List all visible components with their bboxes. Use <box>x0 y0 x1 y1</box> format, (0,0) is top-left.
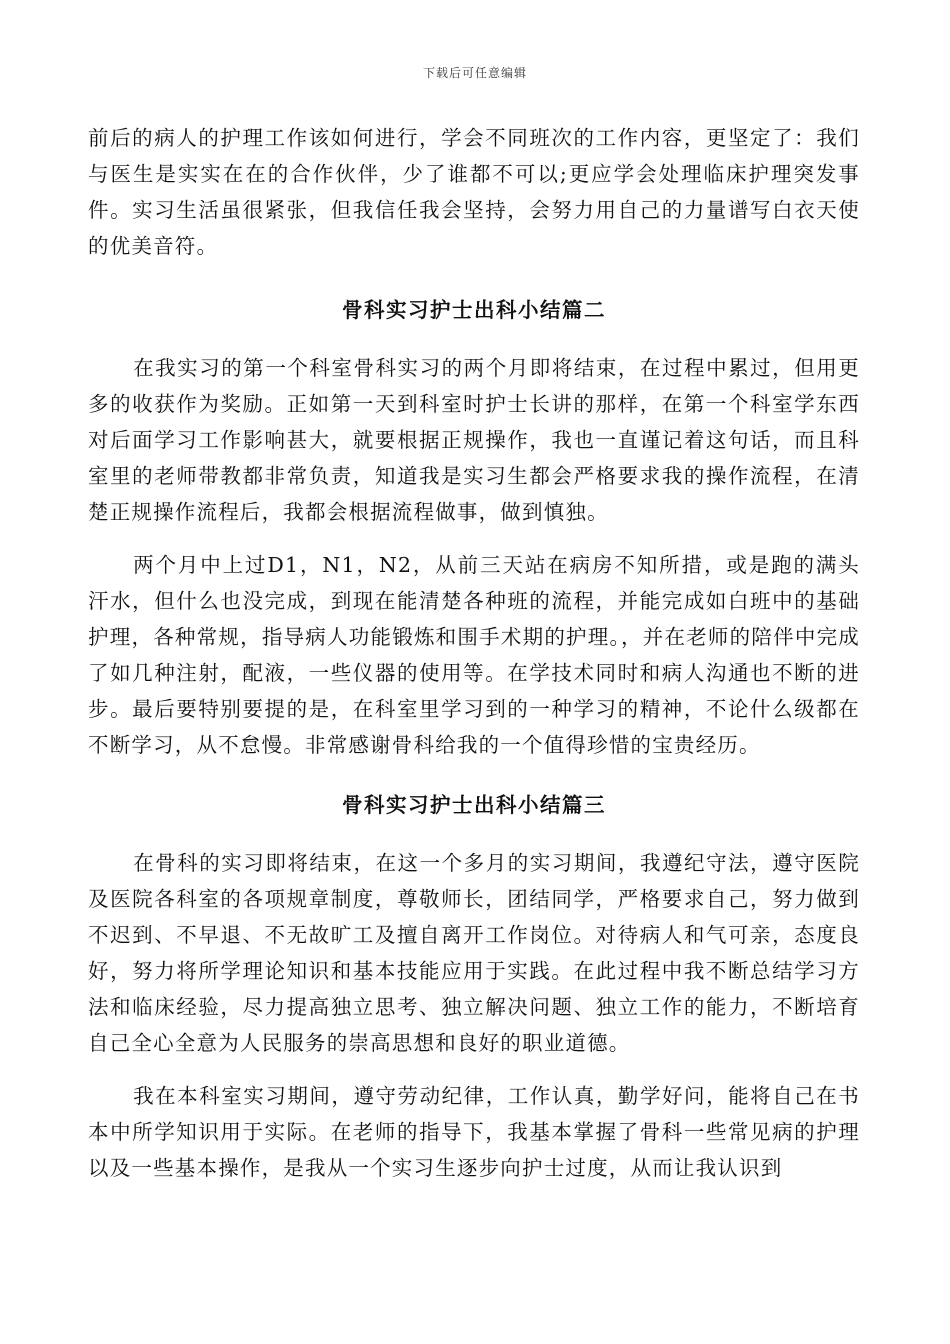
document-body <box>88 120 860 1186</box>
paragraph-part-three-study: 我在本科室实习期间，遵守劳动纪律，工作认真，勤学好问，能将自己在书本中所学知识用于实际。在老师的指导下，我基本掌握了骨科一些常见病的护理以及一些基本操作，是我从一个实习生逐步向护士过度，从而让我认识到 <box>88 1084 860 1180</box>
paragraph-continued: 前后的病人的护理工作该如何进行，学会不同班次的工作内容，更坚定了：我们与医生是实实在在的合作伙伴，少了谁都不可以;更应学会处理临床护理突发事件。实习生活虽很紧张，但我信任我会坚持，会努力用自己的力量谱写白衣天使的优美音符。 <box>88 126 860 258</box>
section-heading-part-two: 骨科实习护士出科小结篇二 <box>342 298 606 322</box>
section-heading-part-three: 骨科实习护士出科小结篇三 <box>342 793 606 817</box>
paragraph-part-two-shifts: 两个月中上过D1，N1，N2，从前三天站在病房不知所措，或是跑的满头汗水，但什么也没完成，到现在能清楚各种班的流程，并能完成如白班中的基础护理，各种常规，指导病人功能锻炼和围手术期的护理。，并在老师的陪伴中完成了如几种注射，配液，一些仪器的使用等。在学技术同时和病人沟通也不断的进步。最后要特别要提的是，在科室里学习到的一种学习的精神，不论什么级都在不断学习，从不怠慢。非常感谢骨科给我的一个值得珍惜的宝贵经历。 <box>88 553 860 757</box>
page-header: 下载后可任意编辑 <box>422 66 527 80</box>
paragraph-part-two-intro: 在我实习的第一个科室骨科实习的两个月即将结束，在过程中累过，但用更多的收获作为奖励。正如第一天到科室时护士长讲的那样，在第一个科室学东西对后面学习工作影响甚大，就要根据正规操作，我也一直谨记着这句话，而且科室里的老师带教都非常负责，知道我是实习生都会严格要求我的操作流程，在清楚正规操作流程后，我都会根据流程做事，做到慎独。 <box>88 356 860 524</box>
paragraph-part-three-intro: 在骨科的实习即将结束，在这一个多月的实习期间，我遵纪守法，遵守医院及医院各科室的各项规章制度，尊敬师长，团结同学，严格要求自己，努力做到不迟到、不早退、不无故旷工及擅自离开工作岗位。对待病人和气可亲，态度良好，努力将所学理论知识和基本技能应用于实践。在此过程中我不断总结学习方法和临床经验，尽力提高独立思考、独立解决问题、独立工作的能力，不断培育自己全心全意为人民服务的崇高思想和良好的职业道德。 <box>88 851 860 1055</box>
